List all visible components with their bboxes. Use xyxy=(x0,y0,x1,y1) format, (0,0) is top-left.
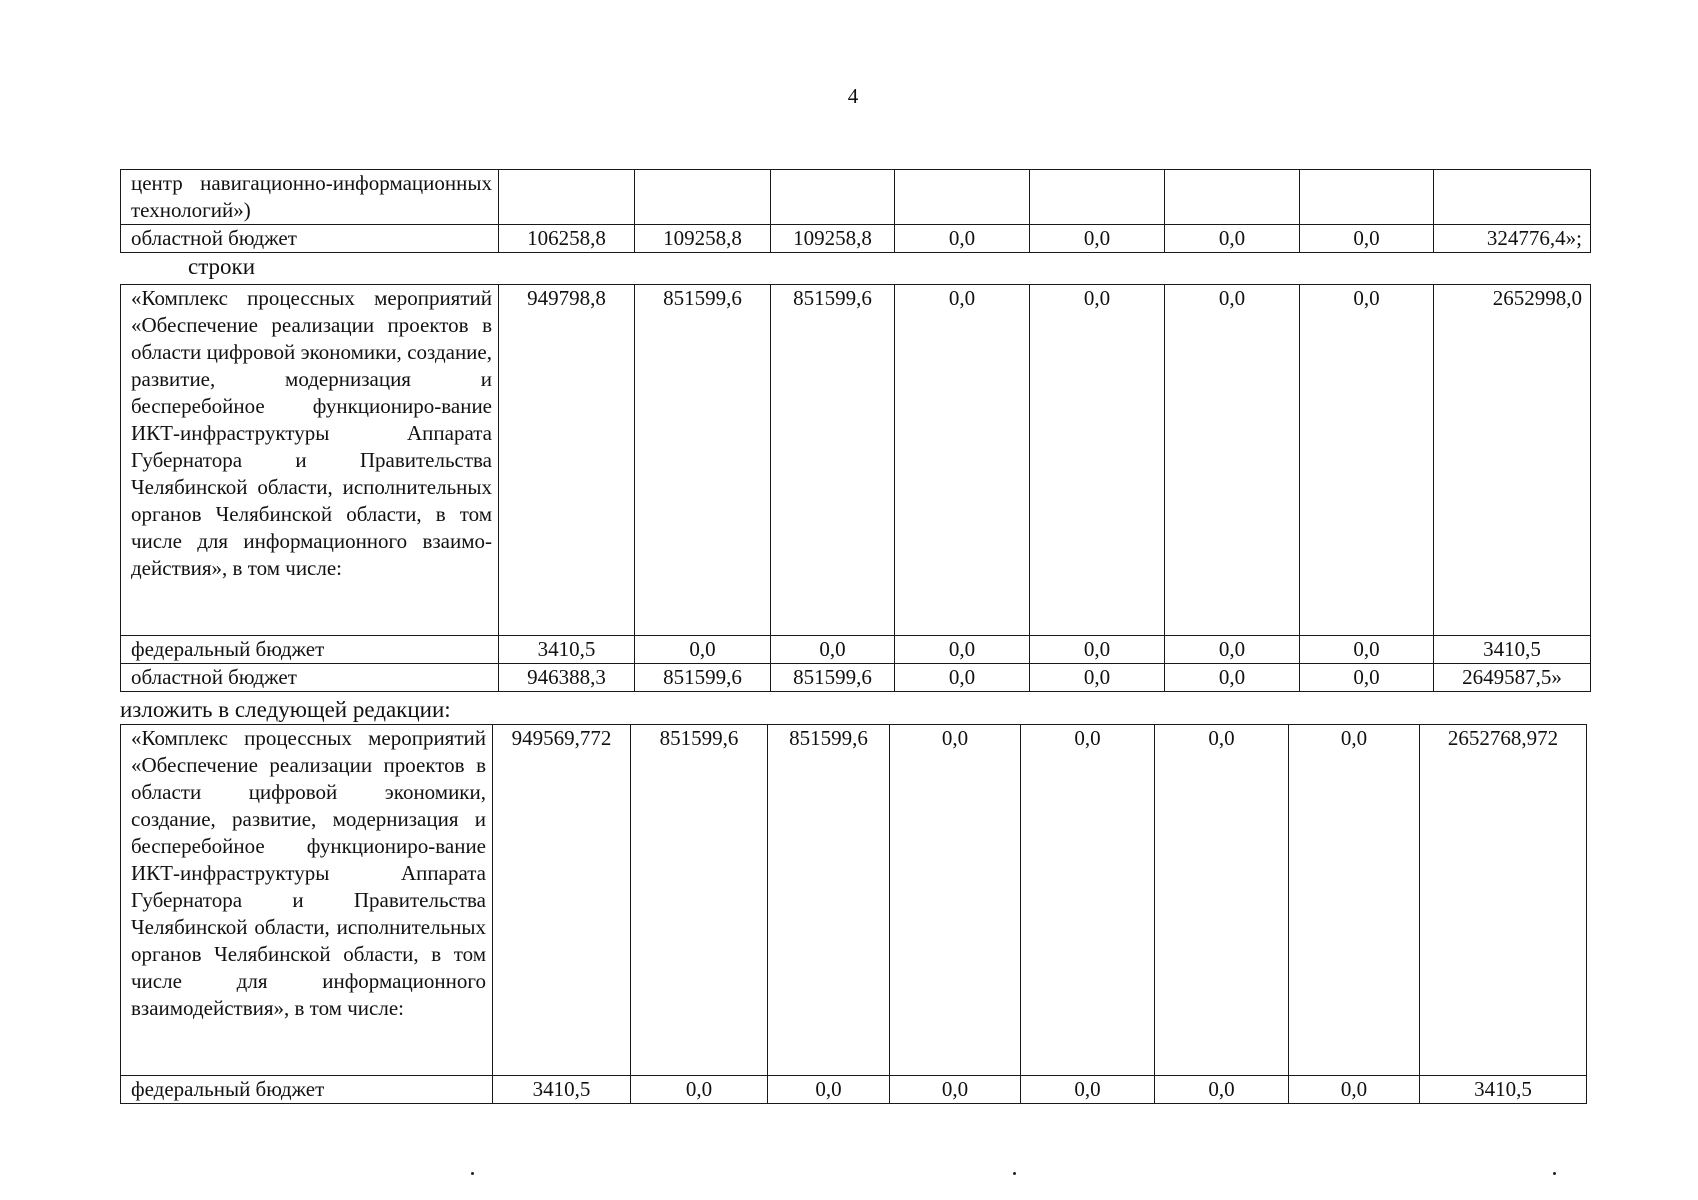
value-cell: 851599,6 xyxy=(635,285,771,636)
caption-new-edition: изложить в следующей редакции: xyxy=(120,697,451,722)
value-cell: 0,0 xyxy=(1165,285,1300,636)
value-cell: 0,0 xyxy=(895,225,1030,253)
table-row xyxy=(121,170,1591,225)
total-cell: 324776,4»; xyxy=(1434,225,1591,253)
row-label: областной бюджет xyxy=(121,664,499,692)
row-description xyxy=(121,285,499,636)
value-cell: 106258,8 xyxy=(499,225,635,253)
table-current-rows xyxy=(120,284,1591,692)
row-label: областной бюджет xyxy=(121,225,499,253)
row-description xyxy=(121,725,493,1076)
caption-rows: строки xyxy=(188,254,256,279)
total-cell: 2652998,0 xyxy=(1434,285,1591,636)
value-cell: 0,0 xyxy=(1030,636,1165,664)
page-number: 4 xyxy=(847,84,859,108)
table-row xyxy=(121,664,1591,692)
value-cell: 109258,8 xyxy=(771,225,895,253)
value-cell: 0,0 xyxy=(890,1076,1021,1104)
value-cell: 0,0 xyxy=(1300,285,1434,636)
value-cell: 851599,6 xyxy=(771,664,895,692)
table-new-edition xyxy=(120,724,1587,1104)
value-cell: 851599,6 xyxy=(768,725,890,1076)
value-cell: 0,0 xyxy=(1030,664,1165,692)
table-row xyxy=(121,636,1591,664)
value-cell: 0,0 xyxy=(1289,1076,1420,1104)
value-cell: 0,0 xyxy=(890,725,1021,1076)
value-cell: 0,0 xyxy=(1021,1076,1155,1104)
value-cell: 0,0 xyxy=(1165,225,1300,253)
total-cell: 2649587,5» xyxy=(1434,664,1591,692)
value-cell: 0,0 xyxy=(1289,725,1420,1076)
value-cell: 109258,8 xyxy=(635,225,771,253)
value-cell: 0,0 xyxy=(895,636,1030,664)
value-cell: 0,0 xyxy=(895,664,1030,692)
value-cell: 0,0 xyxy=(1300,225,1434,253)
table-row xyxy=(121,1076,1587,1104)
scan-artifact-dot xyxy=(471,1172,474,1175)
value-cell: 949569,772 xyxy=(493,725,631,1076)
value-cell: 0,0 xyxy=(1300,636,1434,664)
value-cell: 3410,5 xyxy=(493,1076,631,1104)
value-cell: 949798,8 xyxy=(499,285,635,636)
total-cell: 3410,5 xyxy=(1420,1076,1587,1104)
value-cell: 851599,6 xyxy=(635,664,771,692)
table-row xyxy=(121,285,1591,636)
total-cell: 2652768,972 xyxy=(1420,725,1587,1076)
value-cell: 3410,5 xyxy=(499,636,635,664)
row-label: федеральный бюджет xyxy=(121,636,499,664)
value-cell: 946388,3 xyxy=(499,664,635,692)
value-cell: 0,0 xyxy=(771,636,895,664)
value-cell: 851599,6 xyxy=(771,285,895,636)
value-cell: 0,0 xyxy=(1165,636,1300,664)
value-cell: 0,0 xyxy=(635,636,771,664)
table-continuation xyxy=(120,169,1591,253)
scan-artifact-dot xyxy=(1013,1172,1016,1175)
total-cell: 3410,5 xyxy=(1434,636,1591,664)
value-cell: 0,0 xyxy=(1165,664,1300,692)
row-description: центр навигационно-информационных технологий») xyxy=(121,170,499,225)
row-label: федеральный бюджет xyxy=(121,1076,493,1104)
table-row xyxy=(121,725,1587,1076)
value-cell: 0,0 xyxy=(1030,225,1165,253)
value-cell: 0,0 xyxy=(895,285,1030,636)
value-cell: 851599,6 xyxy=(631,725,768,1076)
description-text: «Комплекс процессных мероприятий «Обеспечение реализации проектов в области цифровой экономики, создание, развитие, модернизация и бесперебойное функциониро-вание ИКТ-инфраструктуры Аппарата Губернатора и Правительства Челябинской области, исполнительных органов Челябинской области, в том числе для информационного взаимо-действия», в том числе: xyxy=(131,286,492,580)
value-cell: 0,0 xyxy=(1021,725,1155,1076)
value-cell: 0,0 xyxy=(1155,1076,1289,1104)
description-text: «Комплекс процессных мероприятий «Обеспечение реализации проектов в области цифровой экономики, создание, развитие, модернизация и бесперебойное функциониро-вание ИКТ-инфраструктуры Аппарата Губернатора и Правительства Челябинской области, исполнительных органов Челябинской области, в том числе для информационного взаимодействия», в том числе: xyxy=(131,726,486,1020)
value-cell: 0,0 xyxy=(631,1076,768,1104)
value-cell: 0,0 xyxy=(1155,725,1289,1076)
table-row xyxy=(121,225,1591,253)
scan-artifact-dot xyxy=(1553,1172,1556,1175)
value-cell: 0,0 xyxy=(1300,664,1434,692)
value-cell: 0,0 xyxy=(768,1076,890,1104)
value-cell: 0,0 xyxy=(1030,285,1165,636)
